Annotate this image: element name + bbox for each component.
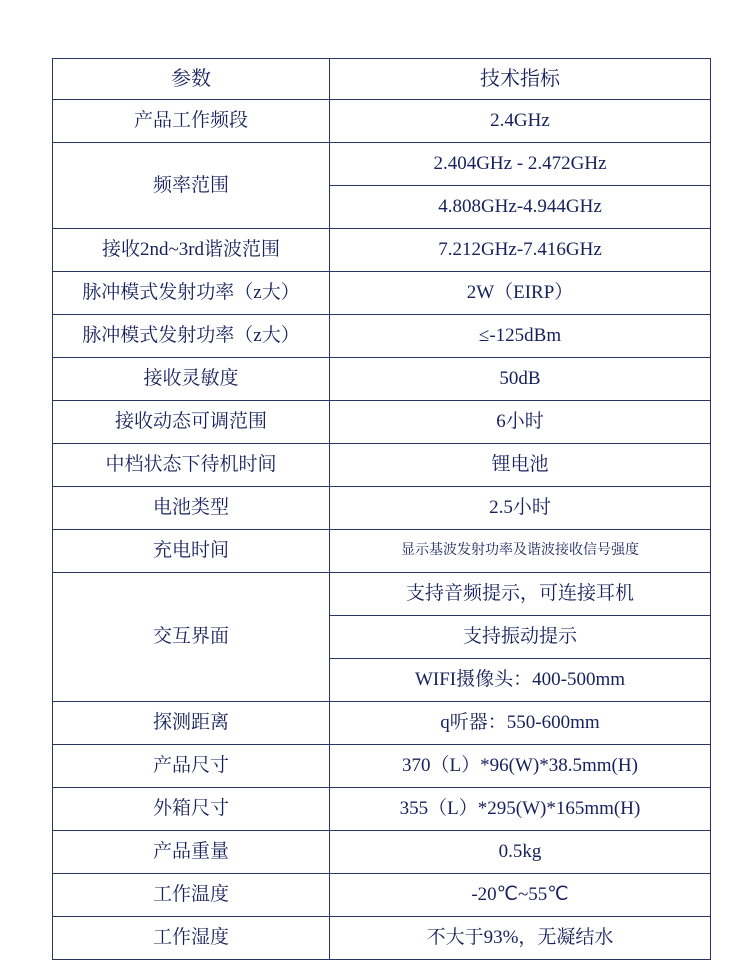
table-row	[53, 917, 711, 960]
param-label: 外箱尺寸	[53, 788, 330, 831]
header-cell-param: 参数	[53, 59, 330, 100]
header-cell-value: 技术指标	[330, 59, 711, 100]
table-row	[53, 831, 711, 874]
table-row	[53, 487, 711, 530]
value-cell: 50dB	[330, 358, 711, 401]
table-row	[53, 229, 711, 272]
value-cell: q听器：550-600mm	[330, 702, 711, 745]
value-cell: 锂电池	[330, 444, 711, 487]
param-label: 产品工作频段	[53, 100, 330, 143]
specification-table	[52, 58, 711, 960]
table-row	[53, 401, 711, 444]
value-cell: 355（L）*295(W)*165mm(H)	[330, 788, 711, 831]
value-cell: 不大于93%，无凝结水	[330, 917, 711, 960]
value-cell: 支持振动提示	[330, 616, 711, 659]
value-cell: 支持音频提示，可连接耳机	[330, 573, 711, 616]
value-cell: 2.5小时	[330, 487, 711, 530]
table-row	[53, 745, 711, 788]
table-header-row	[53, 59, 711, 100]
value-cell: WIFI摄像头：400-500mm	[330, 659, 711, 702]
value-cell: 370（L）*96(W)*38.5mm(H)	[330, 745, 711, 788]
param-label: 中档状态下待机时间	[53, 444, 330, 487]
table-row	[53, 100, 711, 143]
param-label: 接收2nd~3rd谐波范围	[53, 229, 330, 272]
param-label: 工作湿度	[53, 917, 330, 960]
table-row	[53, 702, 711, 745]
value-cell: 6小时	[330, 401, 711, 444]
value-cell: 显示基波发射功率及谐波接收信号强度	[330, 530, 711, 573]
table-row	[53, 358, 711, 401]
param-label: 接收动态可调范围	[53, 401, 330, 444]
value-cell: 7.212GHz-7.416GHz	[330, 229, 711, 272]
param-label: 充电时间	[53, 530, 330, 573]
param-label: 电池类型	[53, 487, 330, 530]
param-label: 脉冲模式发射功率（z大）	[53, 272, 330, 315]
table-row	[53, 573, 711, 616]
table-row	[53, 272, 711, 315]
value-cell: 4.808GHz-4.944GHz	[330, 186, 711, 229]
value-cell: 2.4GHz	[330, 100, 711, 143]
param-label: 交互界面	[53, 573, 330, 702]
param-label: 探测距离	[53, 702, 330, 745]
table-row	[53, 444, 711, 487]
table-row	[53, 874, 711, 917]
param-label: 脉冲模式发射功率（z大）	[53, 315, 330, 358]
table-row	[53, 315, 711, 358]
value-cell: ≤-125dBm	[330, 315, 711, 358]
param-label: 频率范围	[53, 143, 330, 229]
value-cell: 2W（EIRP）	[330, 272, 711, 315]
table-row	[53, 530, 711, 573]
param-label: 产品重量	[53, 831, 330, 874]
value-cell: -20℃~55℃	[330, 874, 711, 917]
table-row	[53, 143, 711, 186]
value-cell: 0.5kg	[330, 831, 711, 874]
param-label: 工作温度	[53, 874, 330, 917]
value-cell: 2.404GHz - 2.472GHz	[330, 143, 711, 186]
param-label: 产品尺寸	[53, 745, 330, 788]
table-row	[53, 788, 711, 831]
param-label: 接收灵敏度	[53, 358, 330, 401]
